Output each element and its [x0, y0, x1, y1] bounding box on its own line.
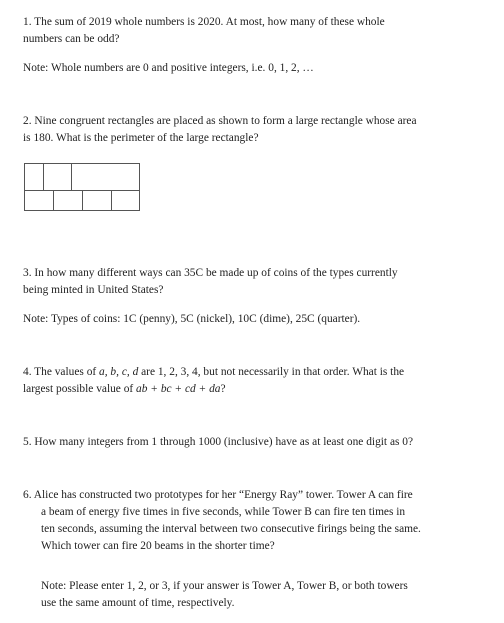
problem-4-text-d: ? [220, 383, 226, 395]
problem-6-note-line-1: Note: Please enter 1, 2, or 3, if your answer is Tower A, Tower B, or both towers [41, 580, 408, 592]
problem-5 [23, 434, 486, 451]
problem-3-note-text: Note: Types of coins: 1C (penny), 5C (nickel), 10C (dime), 25C (quarter). [23, 313, 361, 325]
problem-1-line-2: numbers can be odd? [23, 33, 120, 45]
problem-3-note [23, 311, 486, 328]
problem-6-line-1: 6. Alice has constructed two prototypes for her “Energy Ray” tower. Tower A can fire [23, 489, 413, 501]
problem-4-text-a: 4. The values of [23, 366, 100, 378]
problem-4 [23, 364, 486, 398]
problem-1 [23, 14, 486, 48]
problem-2-line-1: 2. Nine congruent rectangles are placed as shown to form a large rectangle whose area [23, 115, 417, 127]
problem-4-expression: ab + bc + cd + da [136, 383, 221, 395]
problem-6-line-2: a beam of energy five times in five seconds, while Tower B can fire ten times in [41, 506, 406, 518]
rectangles-figure [24, 163, 140, 211]
problem-6-line-3: ten seconds, assuming the interval between two consecutive firings being the same. [41, 523, 421, 535]
problem-6-note-line-2: use the same amount of time, respectively. [41, 597, 235, 609]
problem-3-line-1: 3. In how many different ways can 35C be made up of coins of the types currently [23, 267, 398, 279]
problem-1-line-1: 1. The sum of 2019 whole numbers is 2020. At most, how many of these whole [23, 16, 385, 28]
problem-2 [23, 113, 486, 147]
problem-2-line-2: is 180. What is the perimeter of the large rectangle? [23, 132, 259, 144]
problem-4-vars: a, b, c, d [99, 366, 139, 378]
problem-3 [23, 265, 486, 299]
rectangles-diagram [24, 163, 140, 211]
problem-6 [23, 487, 486, 504]
problem-6-body [41, 504, 486, 555]
problem-3-line-2: being minted in United States? [23, 284, 164, 296]
problem-4-line-2 [23, 381, 486, 398]
problem-6-note [41, 578, 486, 612]
problem-4-text-c: largest possible value of [23, 383, 137, 395]
problem-1-note-text: Note: Whole numbers are 0 and positive integers, i.e. 0, 1, 2, … [23, 62, 314, 74]
problem-4-line-1 [23, 364, 486, 381]
problem-4-text-b: are 1, 2, 3, 4, but not necessarily in that order. What is the [138, 366, 405, 378]
problem-5-line-1: 5. How many integers from 1 through 1000 (inclusive) have as at least one digit as 0? [23, 436, 414, 448]
problem-1-note [23, 60, 486, 77]
problem-6-line-4: Which tower can fire 20 beams in the shorter time? [41, 540, 275, 552]
